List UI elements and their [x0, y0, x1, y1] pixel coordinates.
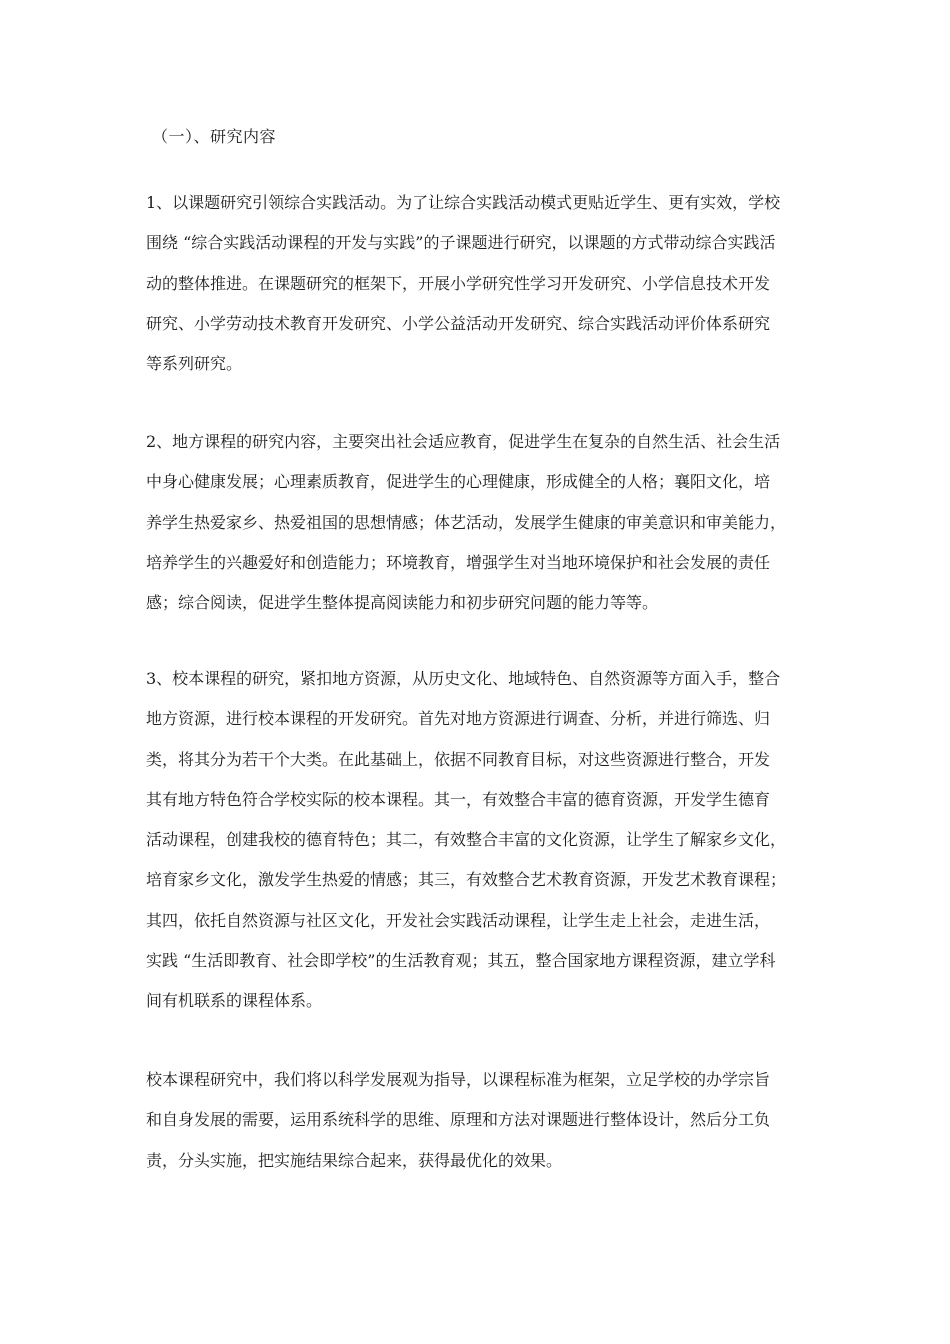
paragraph-line: 其有地方特色符合学校实际的校本课程。其一，有效整合丰富的德育资源，开发学生德育 [146, 789, 771, 809]
paragraph-line: 培育家乡文化，激发学生热爱的情感；其三，有效整合艺术教育资源，开发艺术教育课程； [146, 870, 787, 890]
paragraph-line: 围绕 “综合实践活动课程的开发与实践”的子课题进行研究，以课题的方式带动综合实践活 [146, 233, 776, 253]
paragraph-line: 校本课程研究中，我们将以科学发展观为指导，以课程标准为框架，立足学校的办学宗旨 [146, 1070, 771, 1089]
paragraph-line: 2、地方课程的研究内容，主要突出社会适应教育，促进学生在复杂的自然生活、社会生活 [146, 432, 781, 451]
paragraph-line: 间有机联系的课程体系。 [146, 991, 323, 1011]
paragraph-1 [146, 193, 780, 394]
paragraph-line: 责，分头实施，把实施结果综合起来，获得最优化的效果。 [146, 1150, 563, 1170]
paragraph-line: 活动课程，创建我校的德育特色；其二，有效整合丰富的文化资源，让学生了解家乡文化， [146, 830, 787, 850]
paragraph-line: 养学生热爱家乡、热爱祖国的思想情感；体艺活动，发展学生健康的审美意识和审美能力， [146, 512, 787, 532]
paragraph-line: 3、校本课程的研究，紧扣地方资源，从历史文化、地域特色、自然资源等方面入手，整合 [146, 669, 781, 688]
paragraph-2 [146, 432, 786, 633]
paragraph-line: 其四，依托自然资源与社区文化，开发社会实践活动课程，让学生走上社会，走进生活， [146, 910, 771, 930]
paragraph-3 [146, 669, 786, 1032]
paragraph-line: 培养学生的兴趣爱好和创造能力；环境教育，增强学生对当地环境保护和社会发展的责任 [146, 552, 771, 572]
paragraph-line: 地方资源，进行校本课程的开发研究。首先对地方资源进行调查、分析，并进行筛选、归 [146, 709, 771, 729]
paragraph-line: 研究、小学劳动技术教育开发研究、小学公益活动开发研究、综合实践活动评价体系研究 [146, 313, 771, 333]
paragraph-line: 等系列研究。 [146, 354, 243, 374]
paragraph-4 [146, 1070, 770, 1191]
section-heading: （一）、研究内容 [152, 127, 277, 146]
paragraph-line: 动的整体推进。在课题研究的框架下，开展小学研究性学习开发研究、小学信息技术开发 [146, 273, 771, 293]
paragraph-line: 实践 “生活即教育、社会即学校”的生活教育观；其五，整合国家地方课程资源，建立学科 [146, 951, 776, 971]
paragraph-line: 1、以课题研究引领综合实践活动。为了让综合实践活动模式更贴近学生、更有实效，学校 [146, 193, 781, 212]
paragraph-line: 中身心健康发展；心理素质教育，促进学生的心理健康，形成健全的人格；襄阳文化，培 [146, 472, 771, 492]
paragraph-line: 类，将其分为若干个大类。在此基础上，依据不同教育目标，对这些资源进行整合，开发 [146, 749, 771, 769]
paragraph-line: 和自身发展的需要，运用系统科学的思维、原理和方法对课题进行整体设计，然后分工负 [146, 1110, 771, 1130]
paragraph-line: 感；综合阅读，促进学生整体提高阅读能力和初步研究问题的能力等等。 [146, 593, 659, 613]
